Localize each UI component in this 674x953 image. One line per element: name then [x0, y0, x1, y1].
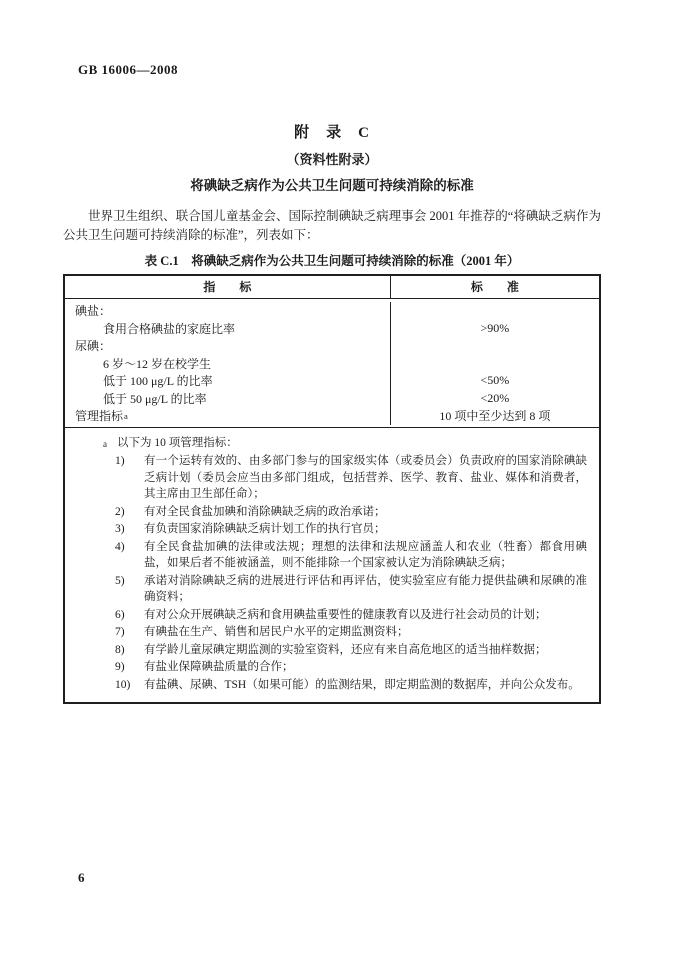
standard-cell: <20% — [480, 390, 510, 405]
footnote-item — [103, 624, 591, 641]
footnote-item — [103, 504, 591, 521]
footnote-item-number: 8) — [115, 643, 125, 656]
footnote-item-text: 有盐业保障碘盐质量的合作； — [144, 661, 294, 673]
footnote-ref-a: a — [124, 410, 128, 421]
footnote-item-text: 有盐碘、尿碘、TSH（如果可能）的监测结果，即定期监测的数据库，并向公众发布。 — [144, 678, 580, 691]
footnote-item — [103, 642, 591, 659]
footnote-item — [103, 539, 591, 572]
header-cell-standard: 标 准 — [470, 280, 519, 294]
footnote-item-number: 5) — [115, 574, 125, 587]
indicator-text: 低于 50 μg/L 的比率 — [103, 391, 207, 406]
appendix-title: 附 录 C — [294, 125, 370, 141]
footnote-intro-row — [103, 435, 591, 453]
footnote-item-number: 7) — [115, 626, 125, 638]
footnote-marker: a — [103, 438, 107, 449]
page-number: 6 — [78, 870, 85, 885]
standard-cell — [391, 302, 599, 320]
footnote-item-text: 有负责国家消除碘缺乏病计划工作的执行官员； — [144, 523, 386, 535]
standard-cell — [391, 337, 599, 355]
footnote-item-text: 有学龄儿童尿碘定期监测的实验室资料，还应有来自高危地区的适当抽样数据； — [144, 643, 547, 656]
header-cell-indicator: 指 标 — [65, 276, 391, 298]
indicator-text: 管理指标 — [75, 409, 124, 424]
table-row — [65, 302, 599, 320]
table-c1 — [63, 274, 601, 704]
appendix-subtitle: （资料性附录） — [286, 152, 378, 167]
footnote-item — [103, 573, 591, 606]
footnote-item-number: 3) — [115, 523, 125, 535]
footnote-item — [103, 453, 591, 503]
standard-cell: <50% — [480, 373, 510, 388]
footnote-item-text: 承诺对消除碘缺乏病的进展进行评估和再评估，使实验室应有能力提供盐碘和尿碘的准确资料； — [144, 574, 587, 603]
indicator-cell — [65, 355, 391, 373]
indicator-text: 低于 100 μg/L 的比率 — [103, 374, 213, 389]
table-caption: 表 C.1 将碘缺乏病作为公共卫生问题可持续消除的标准（2001 年） — [144, 254, 520, 268]
footnote-item-text: 有对全民食盐加碘和消除碘缺乏病的政治承诺； — [144, 505, 386, 518]
table-row — [65, 407, 599, 425]
table-header-row — [65, 276, 599, 299]
footnote-item — [103, 607, 591, 624]
indicator-cell — [65, 407, 391, 425]
indicator-cell — [65, 320, 391, 338]
table-body — [65, 299, 599, 428]
footnote-item-text: 有碘盐在生产、销售和居民户水平的定期监测资料； — [144, 626, 409, 638]
footnote-intro-text: 以下为 10 项管理指标： — [117, 436, 238, 449]
footnote-item-text: 有对公众开展碘缺乏病和食用碘盐重要性的健康教育以及进行社会动员的计划； — [144, 608, 547, 621]
indicator-text: 食用合格碘盐的家庭比率 — [103, 321, 236, 336]
indicator-cell — [65, 337, 391, 355]
appendix-heading: 将碘缺乏病作为公共卫生问题可持续消除的标准 — [190, 178, 474, 193]
indicator-cell — [65, 390, 391, 408]
indicator-text: 碘盐： — [75, 304, 112, 319]
table-row — [65, 390, 599, 408]
table-row — [65, 320, 599, 338]
table-row — [65, 372, 599, 390]
footnote-item-number: 4) — [115, 540, 125, 553]
indicator-text: 6 岁～12 岁在校学生 — [103, 356, 212, 371]
footnote-item — [103, 521, 591, 538]
footnote-item — [103, 677, 591, 694]
standard-cell: 10 项中至少达到 8 项 — [439, 409, 551, 424]
intro-paragraph: 世界卫生组织、联合国儿童基金会、国际控制碘缺乏病理事会 2001 年推荐的“将碘缺乏病作为公共卫生问题可持续消除的标准”，列表如下： — [63, 209, 601, 242]
table-row — [65, 337, 599, 355]
footnote-item-text: 有一个运转有效的、由多部门参与的国家级实体（或委员会）负责政府的国家消除碘缺乏病计划（委员会应当由多部门组成，包括营养、医学、教育、盐业、媒体和消费者，其主席由卫生部任命）； — [144, 455, 587, 500]
table-footnote — [65, 428, 599, 703]
standard-cell — [391, 355, 599, 373]
indicator-cell — [65, 372, 391, 390]
footnote-item-number: 10) — [115, 678, 131, 691]
doc-number: GB 16006—2008 — [78, 62, 179, 77]
page-content — [63, 121, 601, 704]
indicator-text: 尿碘： — [75, 339, 112, 354]
standard-cell: >90% — [480, 320, 510, 335]
indicator-cell — [65, 302, 391, 320]
footnote-item-number: 6) — [115, 608, 125, 621]
footnote-item — [103, 659, 591, 676]
footnote-item-number: 9) — [115, 661, 125, 673]
footnote-item-text: 有全民食盐加碘的法律或法规；理想的法律和法规应涵盖人和农业（牲畜）都食用碘盐，如果后者不能被涵盖，则不能排除一个国家被认定为消除碘缺乏病； — [144, 540, 587, 569]
footnote-item-number: 2) — [115, 505, 125, 518]
footnote-item-number: 1) — [115, 455, 125, 467]
table-row — [65, 355, 599, 373]
